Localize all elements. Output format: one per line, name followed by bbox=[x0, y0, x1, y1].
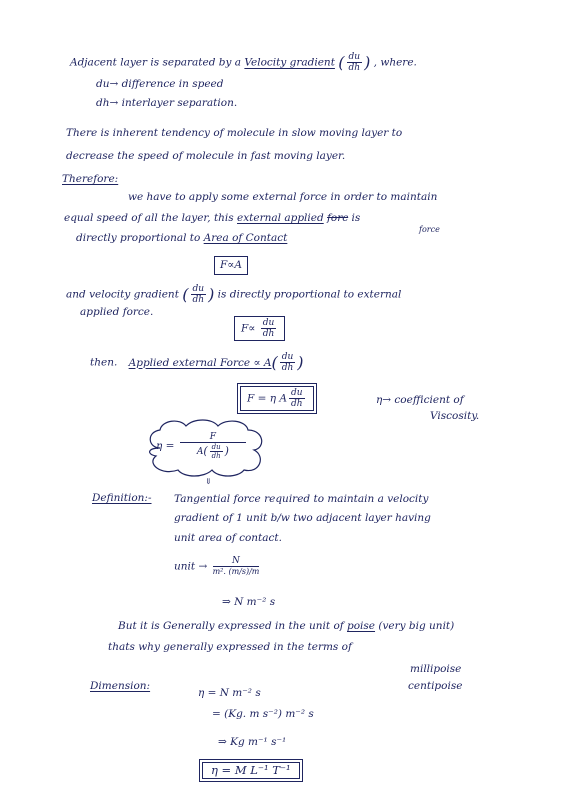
para2-line1: There is inherent tendency of molecule in slow moving layer to bbox=[66, 127, 403, 139]
line1-post: , where. bbox=[373, 56, 417, 69]
definition-line2: gradient of 1 unit b/w two adjacent layer having bbox=[174, 512, 431, 524]
eta-note-line2: Viscosity. bbox=[430, 410, 480, 422]
definition-label: Definition:- bbox=[92, 492, 152, 504]
dimension-line3: ⇒ Kg m⁻¹ s⁻¹ bbox=[218, 736, 287, 748]
dimension-label: Dimension: bbox=[90, 680, 151, 692]
poise-line1: But it is Generally expressed in the unit of poise (very big unit) bbox=[118, 620, 455, 632]
unit-result: ⇒ N m⁻² s bbox=[222, 596, 276, 608]
formula-box-f-prop-gradient: F∝ $\frac{du}{dh}$ bbox=[234, 316, 285, 341]
du-dh-fraction: $\frac{du}{dh}$ bbox=[348, 52, 361, 73]
dimension-final-box: η = M L⁻¹ T⁻¹ bbox=[202, 762, 300, 779]
definition-line3: unit area of contact. bbox=[174, 532, 282, 544]
cloud-formula: η = F A( $\frac{du}{dh}$ ) bbox=[156, 432, 248, 460]
centipoise: centipoise bbox=[408, 680, 463, 692]
para3-force-above: force bbox=[419, 225, 440, 234]
millipoise: millipoise bbox=[410, 663, 462, 675]
para4-line1: and velocity gradient ( $\frac{du}{dh}$ ) is directly proportional to external bbox=[66, 284, 402, 305]
poise-line2: thats why generally expressed in the terms of bbox=[108, 641, 352, 653]
dh-definition: dh→ interlayer separation. bbox=[96, 97, 238, 109]
area-of-contact-term: Area of Contact bbox=[203, 232, 288, 244]
therefore-label: Therefore: bbox=[62, 173, 119, 185]
para3-line3: directly proportional to Area of Contact bbox=[76, 232, 288, 244]
para2-line2: decrease the speed of molecule in fast moving layer. bbox=[66, 150, 346, 162]
para3-line1: we have to apply some external force in order to maintain bbox=[128, 191, 438, 203]
unit-line: unit → $\frac{N}{\text{m². (m/s)/m}}$ bbox=[174, 556, 260, 576]
down-arrow: ⇓ bbox=[205, 477, 212, 486]
eta-note-line1: η→ coefficient of bbox=[376, 394, 464, 406]
poise-term: poise bbox=[347, 620, 376, 632]
definition-line1: Tangential force required to maintain a velocity bbox=[174, 493, 429, 505]
applied-force-term: Applied external Force ∝ A bbox=[128, 356, 272, 369]
formula-box-f-eta: F = η A $\frac{du}{dh}$ bbox=[240, 386, 314, 411]
formula-box-f-prop-a: F∝A bbox=[214, 256, 248, 275]
velocity-gradient-term: Velocity gradient bbox=[244, 56, 335, 69]
then-line: then. Applied external Force ∝ A( $\frac{du}{dh}$ ) bbox=[90, 352, 304, 373]
dimension-line2: = (Kg. m s⁻²) m⁻² s bbox=[212, 708, 314, 720]
line1-pre: Adjacent layer is separated by a bbox=[70, 56, 242, 69]
dimension-line1: η = N m⁻² s bbox=[198, 687, 261, 699]
line-velocity-gradient: Adjacent layer is separated by a Velocity gradient ( $\frac{du}{dh}$ ) , where. bbox=[70, 52, 417, 73]
external-applied-term: external applied bbox=[237, 212, 324, 224]
du-definition: du→ difference in speed bbox=[96, 78, 224, 90]
para4-line2: applied force. bbox=[80, 306, 154, 318]
struck-word: forc bbox=[327, 212, 349, 224]
para3-line2: equal speed of all the layer, this external applied forc is bbox=[64, 212, 361, 224]
unit-fraction: $\frac{N}{\text{m². (m/s)/m}}$ bbox=[212, 556, 260, 576]
